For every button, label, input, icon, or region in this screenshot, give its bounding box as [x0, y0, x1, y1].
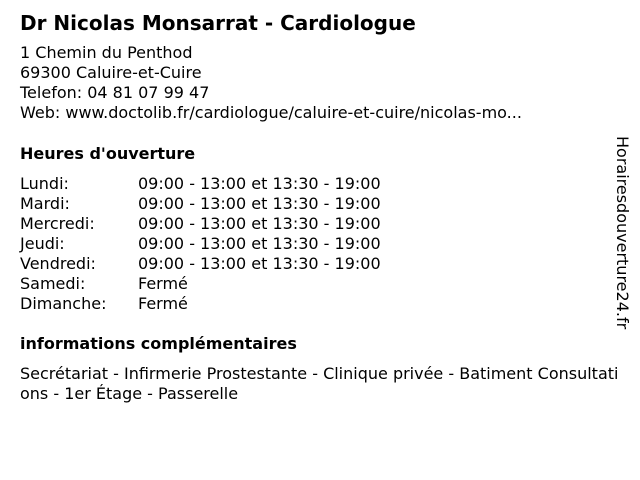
address-city: 69300 Caluire-et-Cuire [20, 63, 202, 82]
hours-day: Jeudi: [20, 234, 65, 253]
info-heading: informations complémentaires [20, 334, 297, 353]
site-watermark: Horairesdouverture24.fr [613, 136, 632, 330]
hours-day: Mercredi: [20, 214, 95, 233]
hours-day: Dimanche: [20, 294, 107, 313]
hours-time: Fermé [138, 274, 188, 293]
hours-day: Vendredi: [20, 254, 96, 273]
address-street: 1 Chemin du Penthod [20, 43, 193, 62]
hours-heading: Heures d'ouverture [20, 144, 196, 163]
hours-time: Fermé [138, 294, 188, 313]
page-title: Dr Nicolas Monsarrat - Cardiologue [20, 11, 416, 35]
hours-day: Mardi: [20, 194, 70, 213]
hours-time: 09:00 - 13:00 et 13:30 - 19:00 [138, 194, 381, 213]
hours-day: Samedi: [20, 274, 86, 293]
address-phone: Telefon: 04 81 07 99 47 [20, 83, 210, 102]
hours-time: 09:00 - 13:00 et 13:30 - 19:00 [138, 174, 381, 193]
hours-time: 09:00 - 13:00 et 13:30 - 19:00 [138, 214, 381, 233]
address-web: Web: www.doctolib.fr/cardiologue/caluire-et-cuire/nicolas-mo... [20, 103, 522, 122]
hours-time: 09:00 - 13:00 et 13:30 - 19:00 [138, 234, 381, 253]
address-block [20, 43, 522, 123]
hours-time: 09:00 - 13:00 et 13:30 - 19:00 [138, 254, 381, 273]
info-text: Secrétariat - Infirmerie Prostestante - Clinique privée - Batiment Consultations - 1er Étage - Passerelle [20, 364, 619, 403]
hours-day: Lundi: [20, 174, 69, 193]
